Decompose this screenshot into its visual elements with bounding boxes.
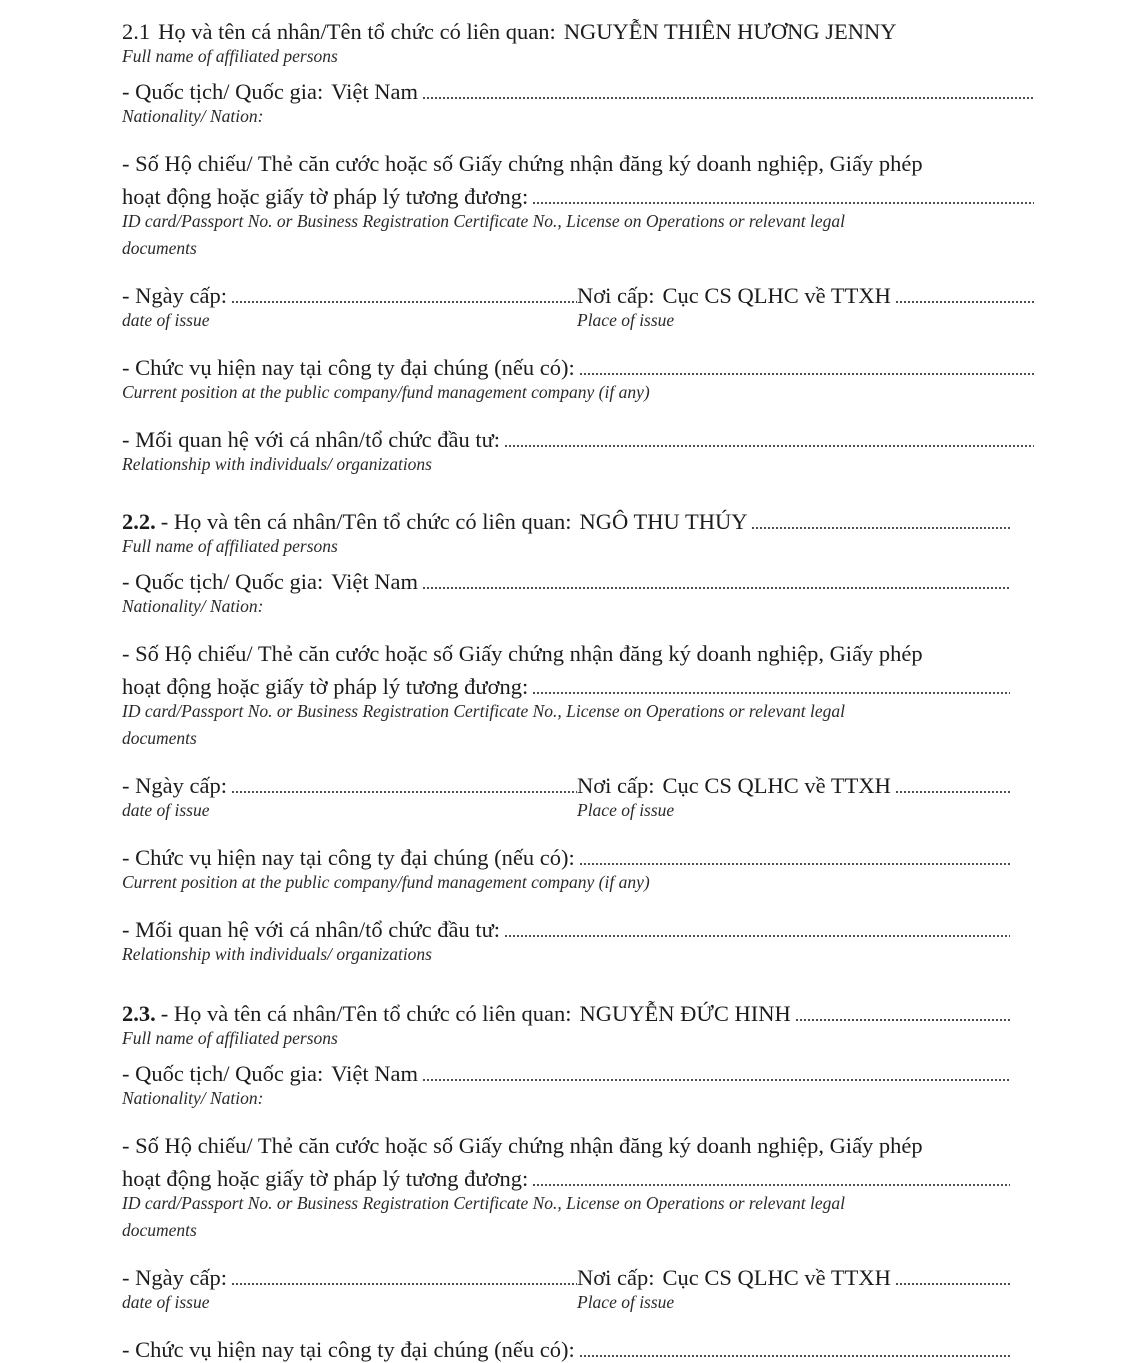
full-name-label: Họ và tên cá nhân/Tên tổ chức có liên quan:: [158, 19, 556, 44]
section-number: 2.3.: [122, 1001, 156, 1026]
full-name-label: - Họ và tên cá nhân/Tên tổ chức có liên quan:: [160, 1001, 572, 1026]
relationship-line: [122, 910, 1010, 943]
nationality-label: - Quốc tịch/ Quốc gia:: [122, 569, 324, 594]
id-label-line2: hoạt động hoặc giấy tờ pháp lý tương đương:: [122, 674, 529, 699]
fill-dots: [422, 586, 1010, 590]
issue-place-en: Place of issue: [577, 310, 675, 330]
full-name-en: Full name of affiliated persons: [122, 1028, 338, 1048]
fill-dots: [895, 790, 1010, 794]
id-en-line2: documents: [122, 728, 197, 748]
section-2-2: [122, 502, 1010, 970]
position-line: [122, 838, 1010, 871]
position-label: - Chức vụ hiện nay tại công ty đại chúng (nếu có):: [122, 1337, 575, 1362]
issue-place-label: Nơi cấp:: [577, 773, 655, 798]
position-label: - Chức vụ hiện nay tại công ty đại chúng (nếu có):: [122, 355, 575, 380]
fill-dots: [579, 1354, 1010, 1358]
issue-place-en: Place of issue: [577, 1292, 675, 1312]
issue-line: [122, 276, 1034, 309]
issue-date-en: date of issue: [122, 1292, 210, 1312]
id-line2: [122, 177, 1034, 210]
fill-dots: [504, 444, 1034, 448]
issue-date-en: date of issue: [122, 800, 210, 820]
nationality-value: Việt Nam: [331, 1061, 418, 1086]
id-en-line1: ID card/Passport No. or Business Registration Certificate No., License on Operations or relevant legal: [122, 211, 845, 231]
relationship-en: Relationship with individuals/ organizations: [122, 454, 432, 474]
issue-line: [122, 1258, 1010, 1291]
fill-dots: [532, 1183, 1010, 1187]
fill-dots: [422, 1078, 1010, 1082]
position-line: [122, 1330, 1010, 1363]
issue-en-line: [122, 799, 1010, 826]
fill-dots: [504, 934, 1010, 938]
id-label-line2: hoạt động hoặc giấy tờ pháp lý tương đương:: [122, 1166, 529, 1191]
nationality-en: Nationality/ Nation:: [122, 106, 264, 126]
issue-en-line: [122, 309, 1034, 336]
nationality-line: [122, 562, 1010, 595]
section-number: 2.2.: [122, 509, 156, 534]
nationality-label: - Quốc tịch/ Quốc gia:: [122, 1061, 324, 1086]
id-label-line1: - Số Hộ chiếu/ Thẻ căn cước hoặc số Giấy chứng nhận đăng ký doanh nghiệp, Giấy phép: [122, 641, 923, 666]
id-en-line1: ID card/Passport No. or Business Registration Certificate No., License on Operations or relevant legal: [122, 701, 845, 721]
issue-place-label: Nơi cấp:: [577, 1265, 655, 1290]
nationality-line: [122, 72, 1034, 105]
full-name-line: [122, 502, 1010, 535]
fill-dots: [231, 790, 577, 794]
id-en-line2: documents: [122, 1220, 197, 1240]
issue-place-en: Place of issue: [577, 800, 675, 820]
fill-dots: [579, 372, 1034, 376]
fill-dots: [231, 300, 577, 304]
issue-place-label: Nơi cấp:: [577, 283, 655, 308]
id-label-line2: hoạt động hoặc giấy tờ pháp lý tương đương:: [122, 184, 529, 209]
fill-dots: [579, 862, 1010, 866]
nationality-en: Nationality/ Nation:: [122, 1088, 264, 1108]
section-number: 2.1: [122, 19, 151, 44]
nationality-line: [122, 1054, 1010, 1087]
position-line: [122, 348, 1034, 381]
full-name-en: Full name of affiliated persons: [122, 536, 338, 556]
issue-place-value: Cục CS QLHC về TTXH: [662, 773, 891, 798]
nationality-value: Việt Nam: [331, 79, 418, 104]
issue-en-line: [122, 1291, 1010, 1318]
section-2-1: [122, 12, 1034, 480]
issue-date-label: - Ngày cấp:: [122, 283, 227, 308]
issue-line: [122, 766, 1010, 799]
relationship-en: Relationship with individuals/ organizations: [122, 944, 432, 964]
id-label-line1: - Số Hộ chiếu/ Thẻ căn cước hoặc số Giấy chứng nhận đăng ký doanh nghiệp, Giấy phép: [122, 151, 923, 176]
fill-dots: [231, 1282, 577, 1286]
nationality-value: Việt Nam: [331, 569, 418, 594]
id-line2: [122, 1159, 1010, 1192]
nationality-label: - Quốc tịch/ Quốc gia:: [122, 79, 324, 104]
id-line2: [122, 667, 1010, 700]
issue-date-label: - Ngày cấp:: [122, 1265, 227, 1290]
fill-dots: [532, 201, 1034, 205]
position-label: - Chức vụ hiện nay tại công ty đại chúng (nếu có):: [122, 845, 575, 870]
full-name-line: [122, 12, 1034, 45]
issue-date-en: date of issue: [122, 310, 210, 330]
full-name-value: NGUYỄN ĐỨC HINH: [579, 1001, 791, 1026]
fill-dots: [422, 96, 1034, 100]
full-name-en: Full name of affiliated persons: [122, 46, 338, 66]
full-name-label: - Họ và tên cá nhân/Tên tổ chức có liên quan:: [160, 509, 572, 534]
fill-dots: [751, 526, 1010, 530]
full-name-line: [122, 994, 1010, 1027]
fill-dots: [895, 300, 1034, 304]
id-label-line1: - Số Hộ chiếu/ Thẻ căn cước hoặc số Giấy chứng nhận đăng ký doanh nghiệp, Giấy phép: [122, 1133, 923, 1158]
fill-dots: [532, 691, 1010, 695]
full-name-value: NGUYỄN THIÊN HƯƠNG JENNY: [563, 19, 897, 44]
issue-place-value: Cục CS QLHC về TTXH: [662, 283, 891, 308]
id-en-line1: ID card/Passport No. or Business Registration Certificate No., License on Operations or relevant legal: [122, 1193, 845, 1213]
position-en: Current position at the public company/fund management company (if any): [122, 872, 650, 892]
fill-dots: [895, 1282, 1010, 1286]
nationality-en: Nationality/ Nation:: [122, 596, 264, 616]
relationship-label: - Mối quan hệ với cá nhân/tổ chức đầu tư:: [122, 427, 501, 452]
full-name-value: NGÔ THU THÚY: [579, 509, 748, 534]
issue-place-value: Cục CS QLHC về TTXH: [662, 1265, 891, 1290]
position-en: Current position at the public company/fund management company (if any): [122, 382, 650, 402]
id-en-line2: documents: [122, 238, 197, 258]
relationship-line: [122, 420, 1034, 453]
issue-date-label: - Ngày cấp:: [122, 773, 227, 798]
relationship-label: - Mối quan hệ với cá nhân/tổ chức đầu tư:: [122, 917, 501, 942]
section-2-3: [122, 994, 1010, 1363]
fill-dots: [795, 1018, 1010, 1022]
